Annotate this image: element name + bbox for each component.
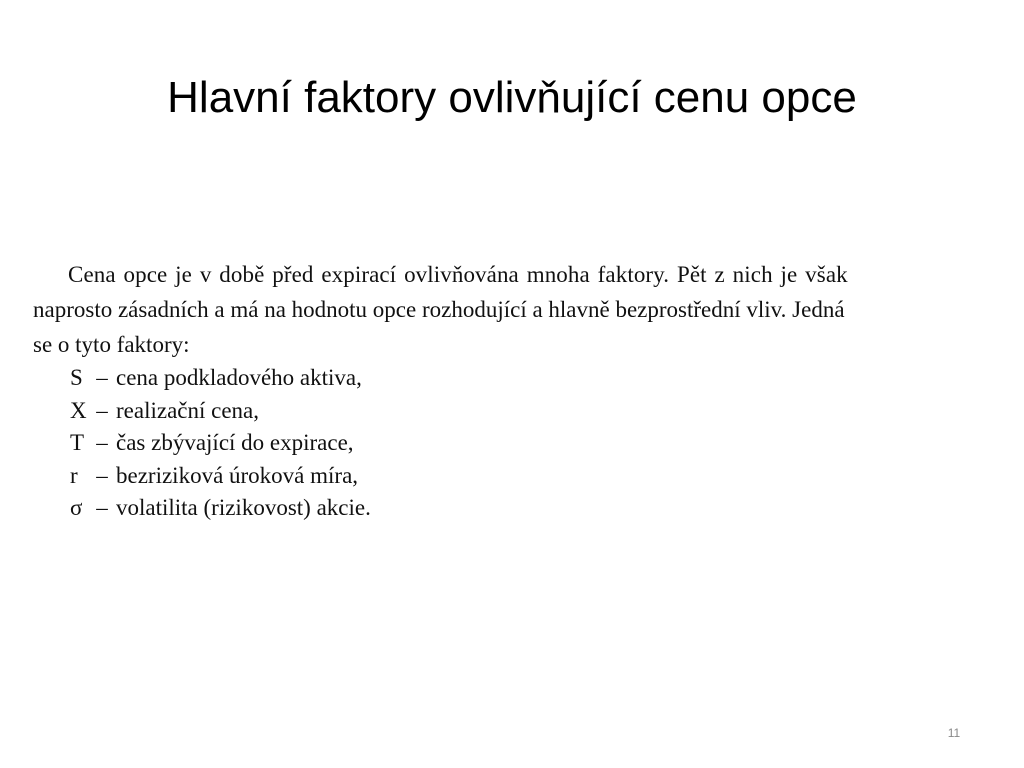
factor-item	[70, 492, 991, 525]
factor-text: realizační cena,	[116, 397, 259, 423]
factor-text: cena podkladového aktiva,	[116, 365, 362, 390]
scanned-text-block	[33, 257, 991, 525]
slide-number: 11	[947, 726, 961, 740]
factor-symbol: σ	[70, 495, 83, 521]
factor-item	[70, 427, 991, 460]
factor-symbol: r	[70, 462, 78, 488]
factor-dash: –	[96, 462, 108, 488]
factor-text: čas zbývající do expirace,	[116, 430, 354, 456]
factor-dash: –	[96, 365, 108, 390]
factor-item	[70, 395, 991, 428]
intro-paragraph	[33, 257, 991, 362]
factor-text: volatilita (rizikovost) akcie.	[116, 495, 371, 521]
factor-item	[70, 460, 991, 493]
slide-title: Hlavní faktory ovlivňující cenu opce	[167, 73, 857, 122]
paragraph-line: se o tyto faktory:	[33, 332, 190, 357]
factor-item	[70, 362, 991, 395]
factor-symbol: X	[70, 397, 87, 423]
paragraph-line: naprosto zásadních a má na hodnotu opce rozhodující a hlavně bezprostřední vliv. Jedná	[33, 297, 845, 322]
factor-dash: –	[96, 397, 108, 423]
factor-list	[33, 362, 991, 525]
factor-dash: –	[96, 495, 108, 521]
factor-symbol: T	[70, 430, 85, 456]
factor-dash: –	[96, 430, 108, 456]
paragraph-line: Cena opce je v době před expirací ovlivňována mnoha faktory. Pět z nich je však	[68, 262, 848, 287]
factor-symbol: S	[70, 365, 83, 390]
factor-text: bezriziková úroková míra,	[116, 462, 359, 488]
